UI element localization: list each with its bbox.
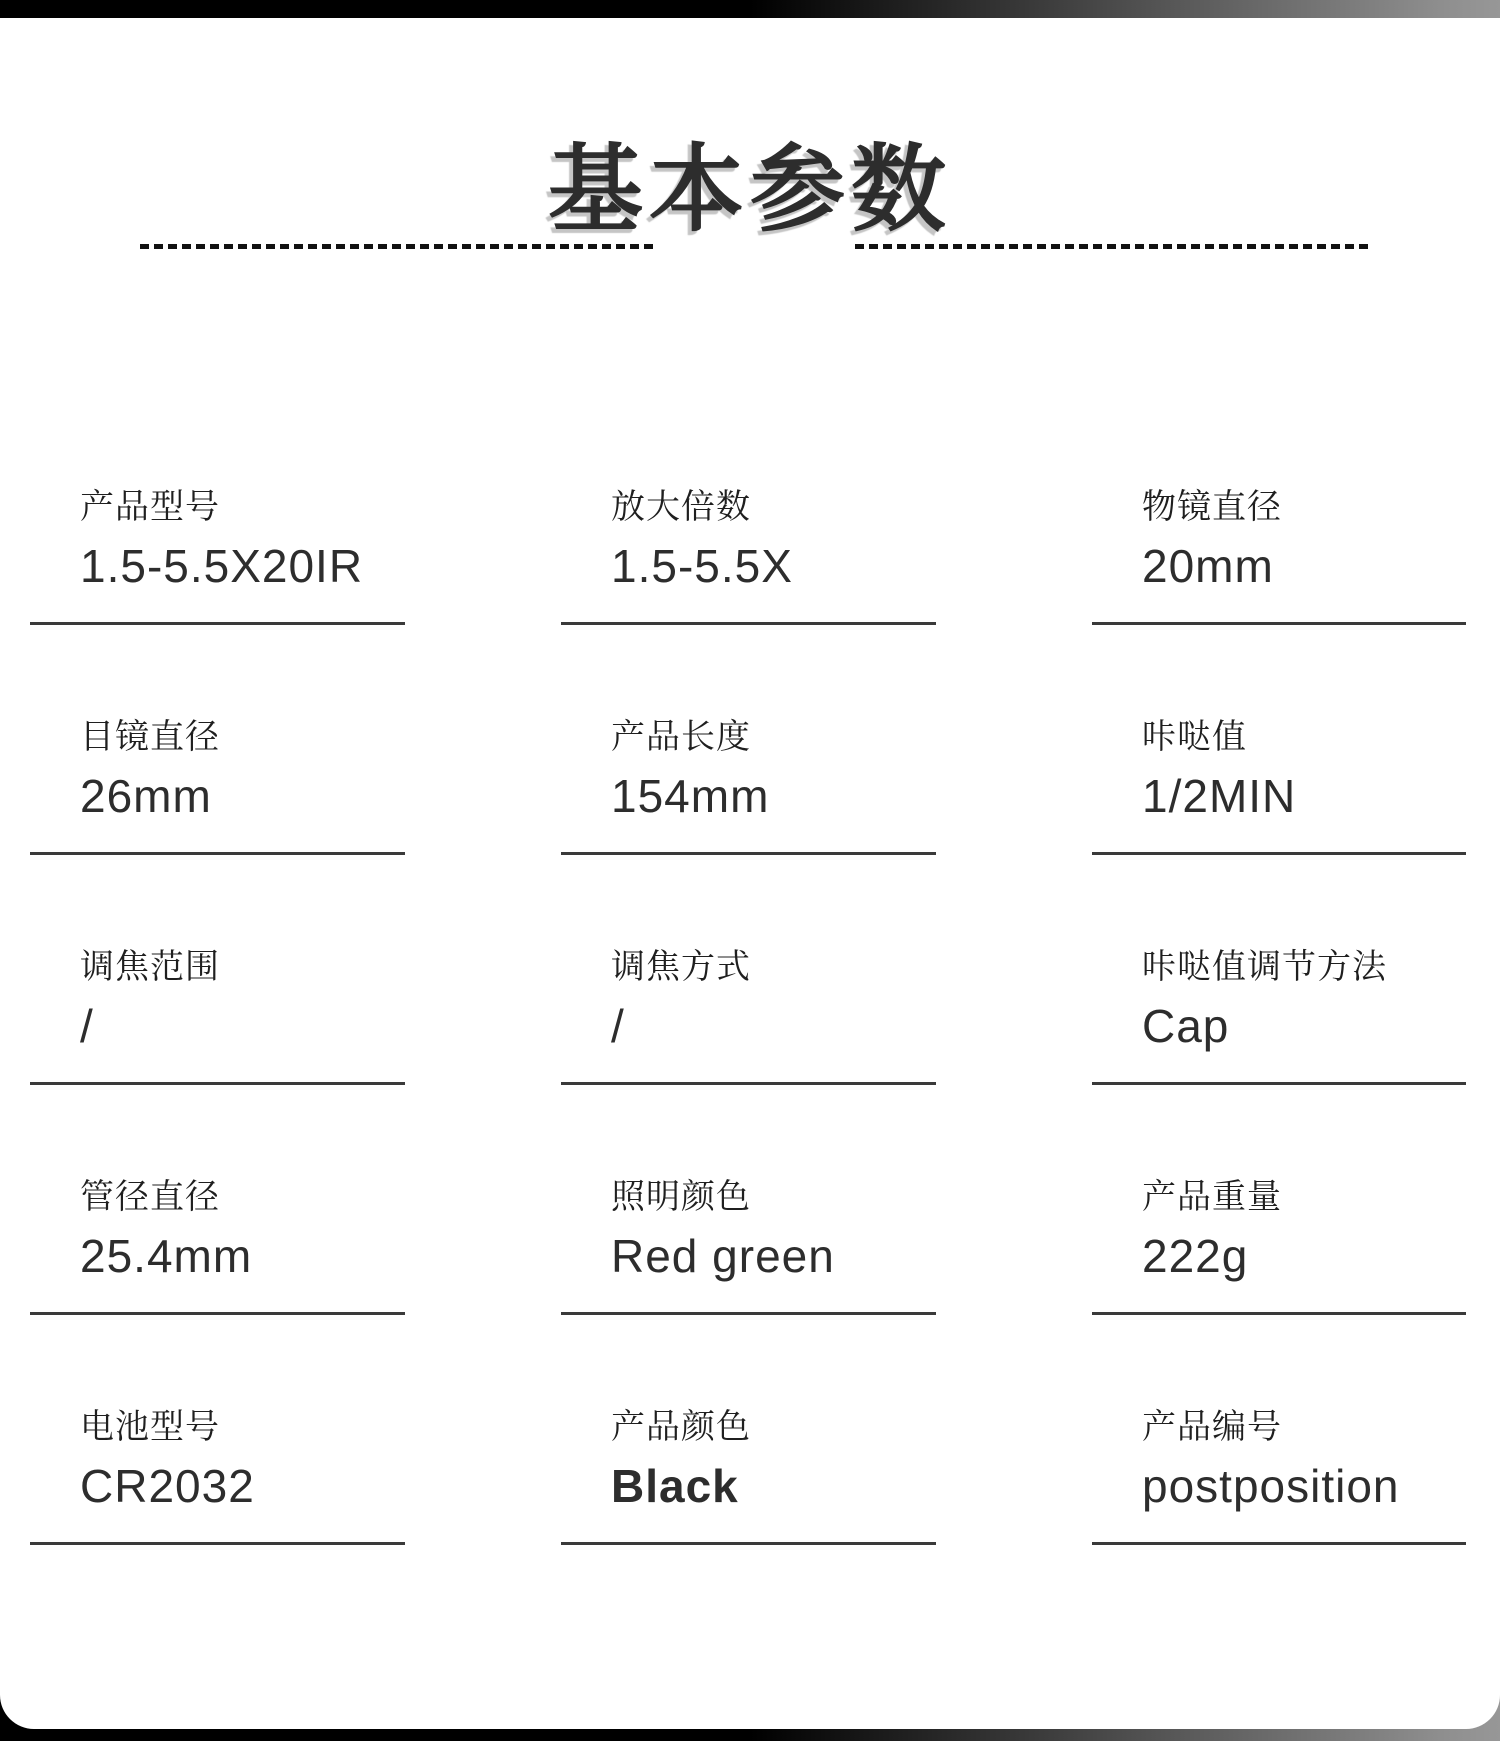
spec-value: 1.5-5.5X20IR [80, 539, 364, 592]
spec-label: 照明颜色 [611, 1178, 751, 1217]
spec-value: 1/2MIN [1142, 769, 1297, 822]
spec-item [1092, 625, 1466, 855]
title-dash-left [140, 244, 656, 249]
spec-label: 产品编号 [1142, 1408, 1282, 1447]
spec-value: postposition [1142, 1459, 1400, 1512]
spec-value: 222g [1142, 1229, 1249, 1282]
spec-item [30, 1085, 405, 1315]
spec-value: 26mm [80, 769, 212, 822]
spec-item [1092, 1315, 1466, 1545]
spec-label: 调焦方式 [611, 948, 751, 987]
spec-value: Black [611, 1459, 739, 1512]
spec-value: Cap [1142, 999, 1230, 1052]
spec-value: 20mm [1142, 539, 1274, 592]
spec-item [561, 625, 936, 855]
spec-item [30, 625, 405, 855]
spec-label: 产品型号 [80, 488, 220, 527]
spec-item [30, 855, 405, 1085]
spec-label: 产品长度 [611, 718, 751, 757]
spec-item [561, 855, 936, 1085]
spec-label: 管径直径 [80, 1178, 220, 1217]
spec-label: 产品颜色 [611, 1408, 751, 1447]
spec-value: / [611, 999, 625, 1052]
spec-label: 目镜直径 [80, 718, 220, 757]
spec-label: 咔哒值调节方法 [1142, 948, 1387, 987]
spec-value: 25.4mm [80, 1229, 253, 1282]
spec-value: 1.5-5.5X [611, 539, 793, 592]
spec-item [1092, 855, 1466, 1085]
spec-grid [30, 395, 1467, 1545]
spec-item [30, 395, 405, 625]
spec-item [30, 1315, 405, 1545]
spec-value: Red green [611, 1229, 835, 1282]
spec-item [561, 395, 936, 625]
page-title: 基本参数 [547, 137, 952, 243]
spec-label: 电池型号 [80, 1408, 220, 1447]
spec-label: 产品重量 [1142, 1178, 1282, 1217]
spec-item [561, 1315, 936, 1545]
title-dash-right [855, 244, 1371, 249]
spec-value: / [80, 999, 94, 1052]
spec-label: 物镜直径 [1142, 488, 1282, 527]
spec-item [561, 1085, 936, 1315]
spec-label: 放大倍数 [611, 488, 751, 527]
spec-label: 调焦范围 [80, 948, 220, 987]
spec-label: 咔哒值 [1142, 718, 1247, 757]
spec-item [1092, 395, 1466, 625]
content-card [0, 18, 1500, 1729]
spec-value: 154mm [611, 769, 770, 822]
spec-item [1092, 1085, 1466, 1315]
spec-value: CR2032 [80, 1459, 255, 1512]
